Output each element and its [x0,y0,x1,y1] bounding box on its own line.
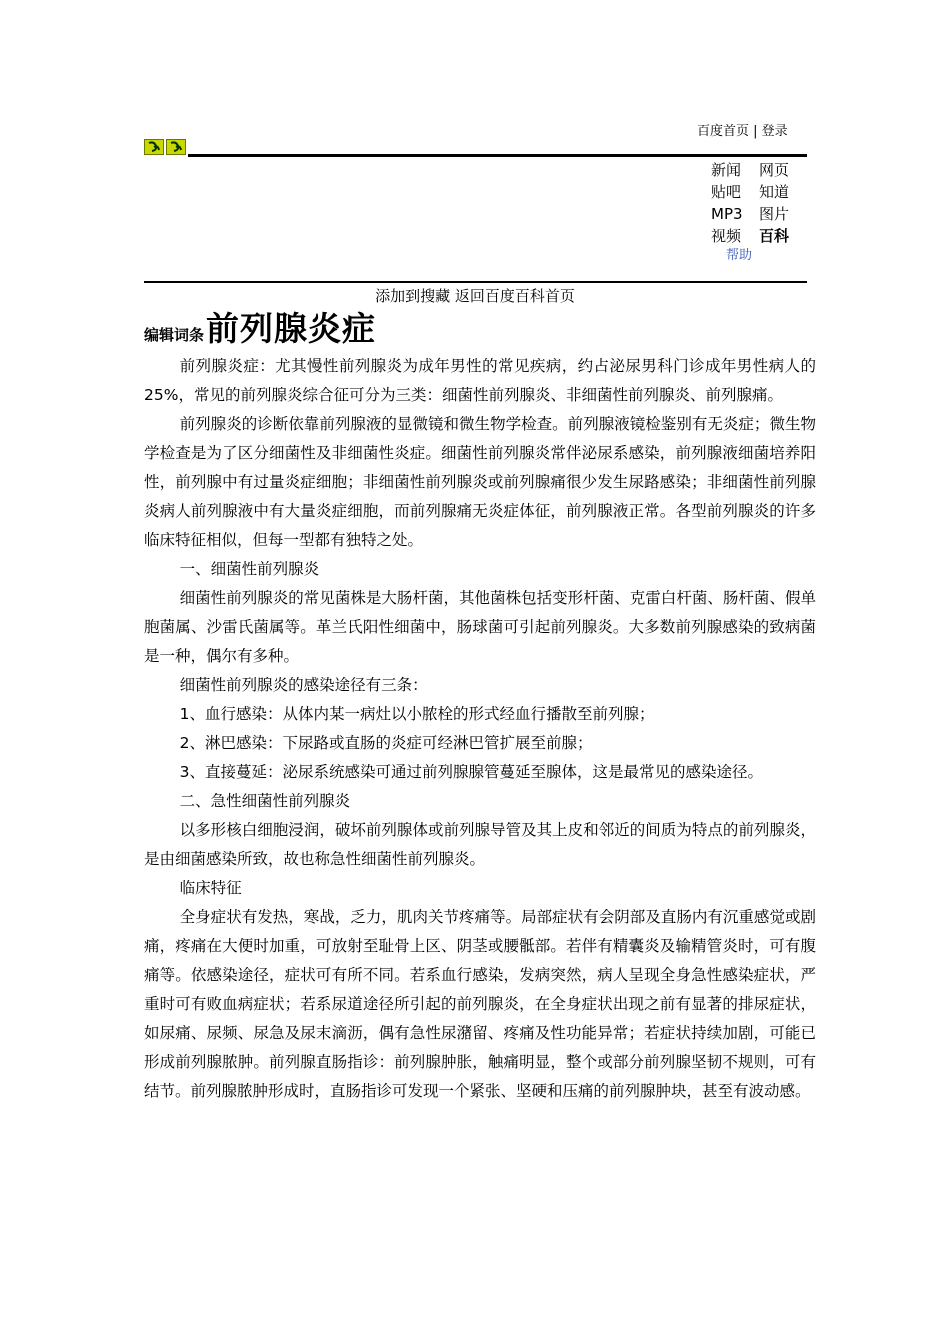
nav-tieba[interactable]: 贴吧 [711,183,742,201]
add-to-favorites-link[interactable]: 添加到搜藏 [375,287,451,305]
product-nav [711,159,789,247]
baidu-home-link[interactable]: 百度首页 [697,124,750,139]
back-to-baike-home-link[interactable]: 返回百度百科首页 [454,287,575,305]
header-divider [188,154,807,157]
nav-video[interactable]: 视频 [711,227,742,245]
nav-zhidao[interactable]: 知道 [759,183,790,201]
nav-images[interactable]: 图片 [759,205,790,223]
article-body [144,352,816,1106]
baidu-logo[interactable] [144,139,186,155]
section-heading: 一、细菌性前列腺炎 [179,560,320,578]
list-item: 3、直接蔓延：泌尿系统感染可通过前列腺腺管蔓延至腺体，这是最常见的感染途径。 [179,763,764,781]
link-separator: | [749,124,762,139]
baidu-paw-icon [166,139,186,155]
nav-mp3[interactable]: MP3 [711,205,743,223]
subheading: 临床特征 [179,879,242,897]
nav-news[interactable]: 新闻 [711,161,742,179]
nav-baike[interactable]: 百科 [759,227,790,245]
top-links [697,120,788,139]
paragraph: 全身症状有发热，寒战，乏力，肌肉关节疼痛等。局部症状有会阴部及直肠内有沉重感觉或剧痛，疼痛在大便时加重，可放射至耻骨上区、阴茎或腰骶部。若伴有精囊炎及输精管炎时，可有腹痛等。依感染途径，症状可有所不同。若系血行感染，发病突然，病人呈现全身急性感染症状，严重时可有败血病症状；若系尿道途径所引起的前列腺炎，在全身症状出现之前有显著的排尿症状，如尿痛、尿频、尿急及尿末滴沥，偶有急性尿潴留、疼痛及性功能异常；若症状持续加剧，可能已形成前列腺脓肿。前列腺直肠指诊：前列腺肿胀，触痛明显，整个或部分前列腺坚韧不规则，可有结节。前列腺脓肿形成时，直肠指诊可发现一个紧张、坚硬和压痛的前列腺肿块，甚至有波动感。 [144,908,816,1100]
list-item: 2、淋巴感染：下尿路或直肠的炎症可经淋巴管扩展至前腺； [179,734,593,752]
list-item: 1、血行感染：从体内某一病灶以小脓栓的形式经血行播散至前列腺； [179,705,655,723]
section-heading: 二、急性细菌性前列腺炎 [179,792,351,810]
help-link[interactable]: 帮助 [726,248,753,263]
edit-entry-link[interactable]: 编辑词条 [144,326,205,344]
paragraph: 细菌性前列腺炎的常见菌株是大肠杆菌，其他菌株包括变形杆菌、克雷白杆菌、肠杆菌、假单胞菌属、沙雷氏菌属等。革兰氏阳性细菌中，肠球菌可引起前列腺炎。大多数前列腺感染的致病菌是一种，偶尔有多种。 [144,589,816,665]
paragraph: 前列腺炎的诊断依靠前列腺液的显微镜和微生物学检查。前列腺液镜检鉴别有无炎症；微生物学检查是为了区分细菌性及非细菌性炎症。细菌性前列腺炎常伴泌尿系感染，前列腺液细菌培养阳性，前列腺中有过量炎症细胞；非细菌性前列腺炎或前列腺痛很少发生尿路感染；非细菌性前列腺炎病人前列腺液中有大量炎症细胞，而前列腺痛无炎症体征，前列腺液正常。各型前列腺炎的许多临床特征相似，但每一型都有独特之处。 [144,415,816,549]
entry-header [144,303,376,350]
paragraph: 细菌性前列腺炎的感染途径有三条： [179,676,428,694]
entry-actions [0,285,950,306]
login-link[interactable]: 登录 [761,124,788,139]
paragraph: 前列腺炎症：尤其慢性前列腺炎为成年男性的常见疾病，约占泌尿男科门诊成年男性病人的25%，常见的前列腺炎综合征可分为三类：细菌性前列腺炎、非细菌性前列腺炎、前列腺痛。 [144,357,816,404]
nav-web[interactable]: 网页 [759,161,790,179]
paragraph: 以多形核白细胞浸润，破坏前列腺体或前列腺导管及其上皮和邻近的间质为特点的前列腺炎，是由细菌感染所致，故也称急性细菌性前列腺炎。 [144,821,816,868]
page-title: 前列腺炎症 [206,309,377,348]
baidu-paw-icon [144,139,164,155]
section-divider [144,281,807,283]
